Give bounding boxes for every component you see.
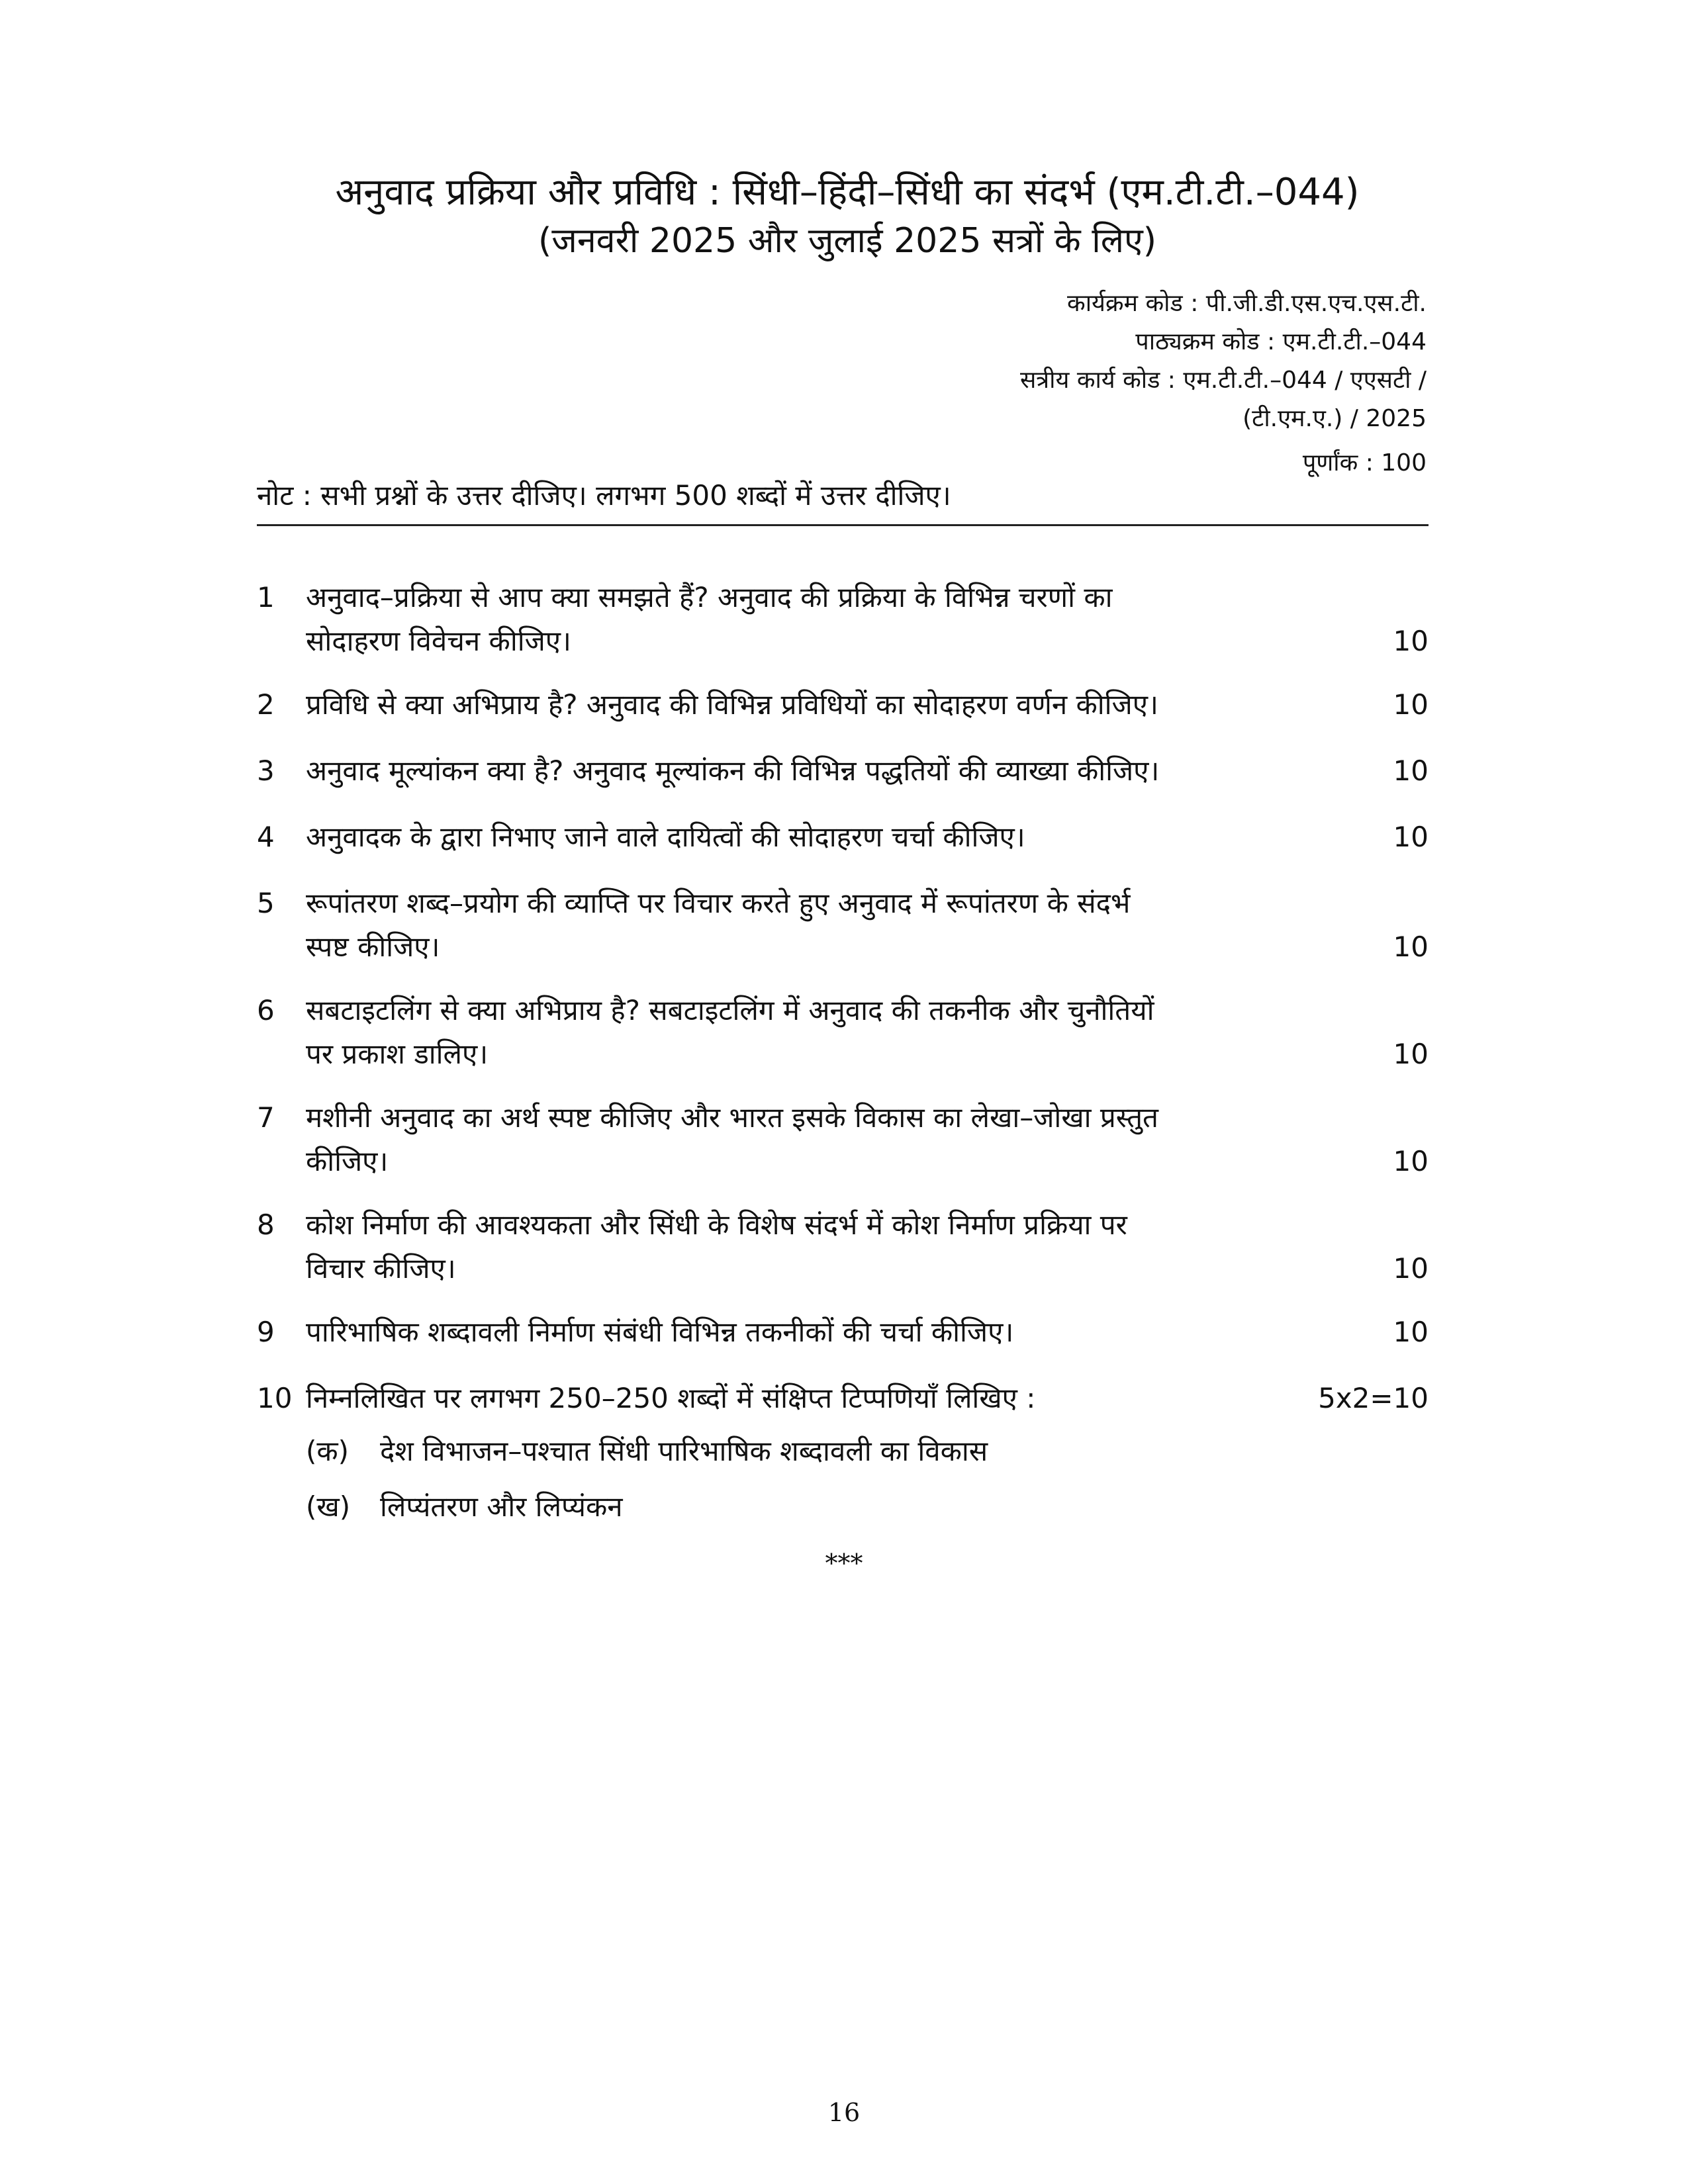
question-line: सोदाहरण विवेचन कीजिए। [306,625,571,657]
question-marks: 10 [1393,625,1429,657]
question-item [257,1096,1429,1183]
page-number: 16 [827,2098,861,2127]
subpart-label: (ख) [306,1490,351,1523]
question-number: 3 [257,754,275,787]
question-number: 5 [257,887,275,919]
question-item [257,989,1429,1076]
question-number: 6 [257,994,275,1026]
question-number: 8 [257,1208,275,1241]
question-text [306,815,1325,859]
question-text [306,576,1325,663]
question-text [306,1377,1325,1420]
question-number: 1 [257,581,275,614]
question-marks: 10 [1393,688,1429,721]
question-line: अनुवाद मूल्यांकन क्या है? अनुवाद मूल्यांकन की विभिन्न पद्धतियों की व्याख्या कीजिए। [306,754,1160,787]
question-text [306,749,1325,793]
question-marks: 5x2=10 [1318,1382,1429,1414]
question-text [306,683,1325,727]
question-number: 9 [257,1316,275,1348]
question-line: कोश निर्माण की आवश्यकता और सिंधी के विशेष संदर्भ में कोश निर्माण प्रक्रिया पर [306,1208,1127,1241]
question-text [306,1203,1325,1291]
question-number: 2 [257,688,275,721]
question-item [257,882,1429,969]
code-block [632,285,1427,438]
question-marks: 10 [1393,1038,1429,1070]
question-number: 10 [257,1382,293,1414]
question-item [257,683,1429,727]
question-list [257,576,1429,1529]
question-line: अनुवादक के द्वारा निभाए जाने वाले दायित्वों की सोदाहरण चर्चा कीजिए। [306,821,1025,853]
subpart-text: लिप्यंतरण और लिप्यंकन [380,1490,623,1523]
question-text [306,989,1325,1076]
question-text [306,1310,1325,1354]
question-line: अनुवाद–प्रक्रिया से आप क्या समझते हैं? अनुवाद की प्रक्रिया के विभिन्न चरणों का [306,581,1113,614]
question-item [257,1310,1429,1354]
question-number: 7 [257,1101,275,1134]
question-text [306,1096,1325,1183]
instruction-note: नोट : सभी प्रश्नों के उत्तर दीजिए। लगभग 500 शब्दों में उत्तर दीजिए। [257,475,1429,526]
question-item [257,749,1429,793]
subpart-item [306,1430,1429,1473]
subpart-text: देश विभाजन–पश्चात सिंधी पारिभाषिक शब्दावली का विकास [380,1435,988,1467]
question-line: स्पष्ट कीजिए। [306,931,440,963]
assignment-code-line2: (टी.एम.ए.) / 2025 [1243,405,1427,432]
question-number: 4 [257,821,275,853]
question-line: पर प्रकाश डालिए। [306,1038,489,1070]
question-marks: 10 [1393,931,1429,963]
question-marks: 10 [1393,1316,1429,1348]
document-title: अनुवाद प्रक्रिया और प्रविधि : सिंधी–हिंदी–सिंधी का संदर्भ (एम.टी.टी.–044) [335,171,1360,214]
question-line: मशीनी अनुवाद का अर्थ स्पष्ट कीजिए और भारत इसके विकास का लेखा–जोखा प्रस्तुत [306,1101,1158,1134]
course-code: पाठ्यक्रम कोड : एम.टी.टी.–044 [1135,328,1427,355]
question-marks: 10 [1393,754,1429,787]
program-code: कार्यक्रम कोड : पी.जी.डी.एस.एच.एस.टी. [1067,290,1427,317]
question-marks: 10 [1393,1252,1429,1285]
question-line: कीजिए। [306,1145,389,1177]
max-marks: पूर्णांक : 100 [1302,449,1427,477]
question-marks: 10 [1393,1145,1429,1177]
subpart-item [306,1485,1429,1529]
end-mark: *** [825,1549,863,1578]
question-item [257,815,1429,859]
question-line: निम्नलिखित पर लगभग 250–250 शब्दों में संक्षिप्त टिप्पणियाँ लिखिए : [306,1382,1036,1414]
question-item [257,1377,1429,1420]
assignment-code-line1: सत्रीय कार्य कोड : एम.टी.टी.–044 / एएसटी / [1019,367,1427,394]
question-text [306,882,1325,969]
question-line: विचार कीजिए। [306,1252,456,1285]
question-line: रूपांतरण शब्द–प्रयोग की व्याप्ति पर विचार करते हुए अनुवाद में रूपांतरण के संदर्भ [306,887,1131,919]
document-subtitle: (जनवरी 2025 और जुलाई 2025 सत्रों के लिए) [538,221,1157,261]
question-line: प्रविधि से क्या अभिप्राय है? अनुवाद की विभिन्न प्रविधियों का सोदाहरण वर्णन कीजिए। [306,688,1158,721]
question-item [257,576,1429,663]
question-marks: 10 [1393,821,1429,853]
question-line: सबटाइटलिंग से क्या अभिप्राय है? सबटाइटलिंग में अनुवाद की तकनीक और चुनौतियों [306,994,1154,1026]
question-item [257,1203,1429,1291]
question-line: पारिभाषिक शब्दावली निर्माण संबंधी विभिन्न तकनीकों की चर्चा कीजिए। [306,1316,1014,1348]
subpart-label: (क) [306,1435,350,1467]
